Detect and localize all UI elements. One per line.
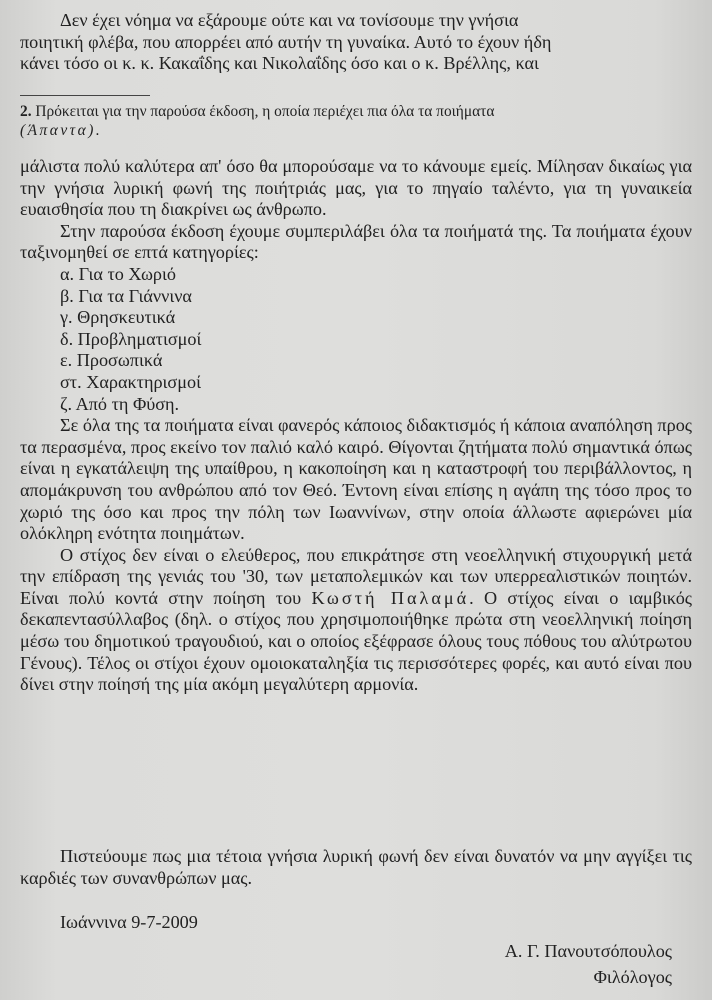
closing-paragraph xyxy=(20,846,692,889)
footnote-title: (Άπαντα). xyxy=(20,122,103,139)
intro-paragraph: Στην παρούσα έκδοση έχουμε συμπεριλάβει όλα τα ποιήματά της. Τα ποιήματα έχουν ταξινομηθεί σε επτά κατηγορίες: xyxy=(20,220,692,263)
verse-paragraph xyxy=(20,545,692,696)
category-list xyxy=(20,264,692,415)
verse-text-b: . Ο στίχος είναι ο ιαμβικός δεκαπεντασύλλαβος (δηλ. ο στίχος που χρησιμοποιήθηκε πρώτα στη νεοελληνική ποίηση μέσω του δημοτικού τραγουδιού, και ο οποίος εξέφρασε όλους τους πόθους του αλύτρωτου Γένους). Τέλος οι στίχοι έχουν ομοιοκαταληξία τις περισσότερες φορές, και αυτό είναι που δίνει στην ποίησή της μία ακόμη μεγαλύτερη αρμονία. xyxy=(20,587,692,695)
poet-name: Κωστή Παλαμά xyxy=(311,587,470,608)
category-item: ζ. Από τη Φύση. xyxy=(60,393,180,414)
category-item: ε. Προσωπικά xyxy=(60,350,163,371)
closing-text: Πιστεύουμε πως μια τέτοια γνήσια λυρική φωνή δεν είναι δυνατόν να μην αγγίξει τις καρδιές των συνανθρώπων μας. xyxy=(20,846,692,888)
main-text xyxy=(20,156,692,696)
text-line: Δεν έχει νόημα να εξάρουμε ούτε και να τονίσουμε την γνήσια xyxy=(60,10,519,30)
verse-text-a: Ο στίχος δεν είναι ο ελεύθερος, που επικράτησε στη νεοελληνική στιχουργική μετά την επίδραση της γενιάς του '30, των μεταπολεμικών και των υπερρεαλιστικών ποιητών. Είναι πολύ κοντά στην ποίηση του xyxy=(20,544,692,608)
author-role: Φιλόλογος xyxy=(593,967,672,987)
text-line: κάνει τόσο οι κ. κ. Κακαΐδης και Νικολαΐδης όσο και ο κ. Βρέλλης, και xyxy=(20,53,539,74)
footnote-number: 2. xyxy=(20,103,32,120)
category-item: στ. Χαρακτηρισμοί xyxy=(60,371,201,392)
didactic-paragraph: Σε όλα της τα ποιήματα είναι φανερός κάποιος διδακτισμός ή κάποια αναπόληση προς τα περασμένα, προς εκείνο τον παλιό καλό καιρό. Θίγονται ζητήματα πολύ σημαντικά όπως είναι η εγκατάλειψη της υπαίθρου, η κακοποίηση και η καταστροφή του περιβάλλοντος, η απομάκρυνση του ανθρώπου από τον Θεό. Έντονη είναι επίσης η αγάπη της τόσο προς το χωριό της όσο και προς την πόλη των Ιωαννίνων, στην οποία άλλωστε αφιερώνει μία ολόκληρη ενότητα ποιημάτων. xyxy=(20,415,692,544)
footnote-text: Πρόκειται για την παρούσα έκδοση, η οποία περιέχει πια όλα τα ποιήματα xyxy=(35,103,495,120)
category-item: α. Για το Χωριό xyxy=(60,263,176,284)
category-item: β. Για τα Γιάννινα xyxy=(60,285,192,306)
continuation-paragraph: μάλιστα πολύ καλύτερα απ' όσο θα μπορούσαμε να το κάνουμε εμείς. Μίλησαν δικαίως για την γνήσια λυρική φωνή της ποιήτριάς μας, για το πηγαίο ταλέντο, για τη γυναικεία ευαισθησία που τη διακρίνει ως άνθρωπο. xyxy=(20,156,692,220)
date-line: Ιωάννινα 9-7-2009 xyxy=(60,912,198,932)
category-item: δ. Προβληματισμοί xyxy=(60,328,202,349)
text-line: ποιητική φλέβα, που απορρέει από αυτήν τη γυναίκα. Αυτό το έχουν ήδη xyxy=(20,31,552,52)
author-name: Α. Γ. Πανουτσόπουλος xyxy=(504,941,672,961)
opening-paragraph xyxy=(20,10,692,75)
footnote xyxy=(20,102,692,140)
category-item: γ. Θρησκευτικά xyxy=(60,307,176,328)
signature-block xyxy=(505,938,672,990)
footnote-divider xyxy=(20,95,150,96)
